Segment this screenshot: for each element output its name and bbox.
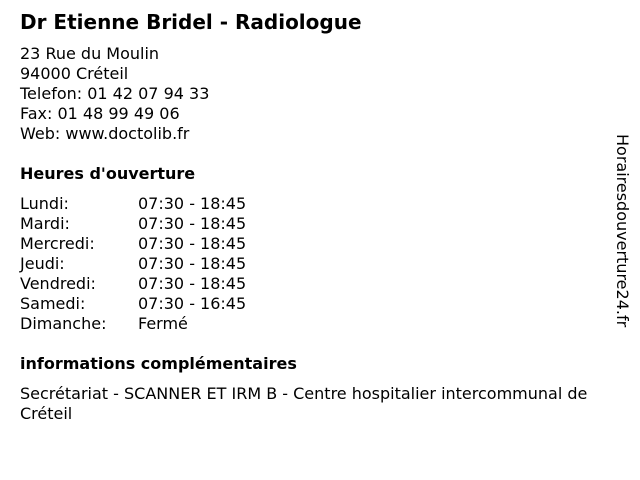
hours-row-sunday	[20, 314, 246, 334]
time-range: 07:30 - 18:45	[138, 234, 247, 253]
hours-row-wednesday	[20, 234, 246, 254]
day-label: Vendredi:	[20, 274, 96, 293]
address-street: 23 Rue du Moulin	[20, 44, 160, 63]
fax-number: Fax: 01 48 99 49 06	[20, 104, 180, 123]
page-title: Dr Etienne Bridel - Radiologue	[20, 10, 362, 34]
hours-row-thursday	[20, 254, 246, 274]
opening-hours-table	[20, 194, 246, 334]
time-range: 07:30 - 18:45	[138, 254, 247, 273]
opening-hours-heading: Heures d'ouverture	[20, 164, 196, 183]
day-label: Samedi:	[20, 294, 86, 313]
hours-row-friday	[20, 274, 246, 294]
hours-row-tuesday	[20, 214, 246, 234]
hours-row-saturday	[20, 294, 246, 314]
day-label: Dimanche:	[20, 314, 107, 333]
day-label: Mardi:	[20, 214, 70, 233]
time-range: 07:30 - 18:45	[138, 194, 247, 213]
time-range: Fermé	[138, 314, 188, 333]
time-range: 07:30 - 18:45	[138, 274, 247, 293]
address-city: 94000 Créteil	[20, 64, 129, 83]
day-label: Mercredi:	[20, 234, 95, 253]
website-link[interactable]: Web: www.doctolib.fr	[20, 124, 190, 143]
additional-info-text: Secrétariat - SCANNER ET IRM B - Centre hospitalier intercommunal de Créteil	[20, 384, 588, 423]
time-range: 07:30 - 18:45	[138, 214, 247, 233]
phone-number: Telefon: 01 42 07 94 33	[20, 84, 210, 103]
additional-info-heading: informations complémentaires	[20, 354, 297, 373]
site-brand-watermark: Horairesdouverture24.fr	[613, 134, 632, 328]
time-range: 07:30 - 16:45	[138, 294, 247, 313]
day-label: Lundi:	[20, 194, 69, 213]
day-label: Jeudi:	[20, 254, 65, 273]
contact-block	[20, 44, 209, 144]
hours-row-monday	[20, 194, 246, 214]
